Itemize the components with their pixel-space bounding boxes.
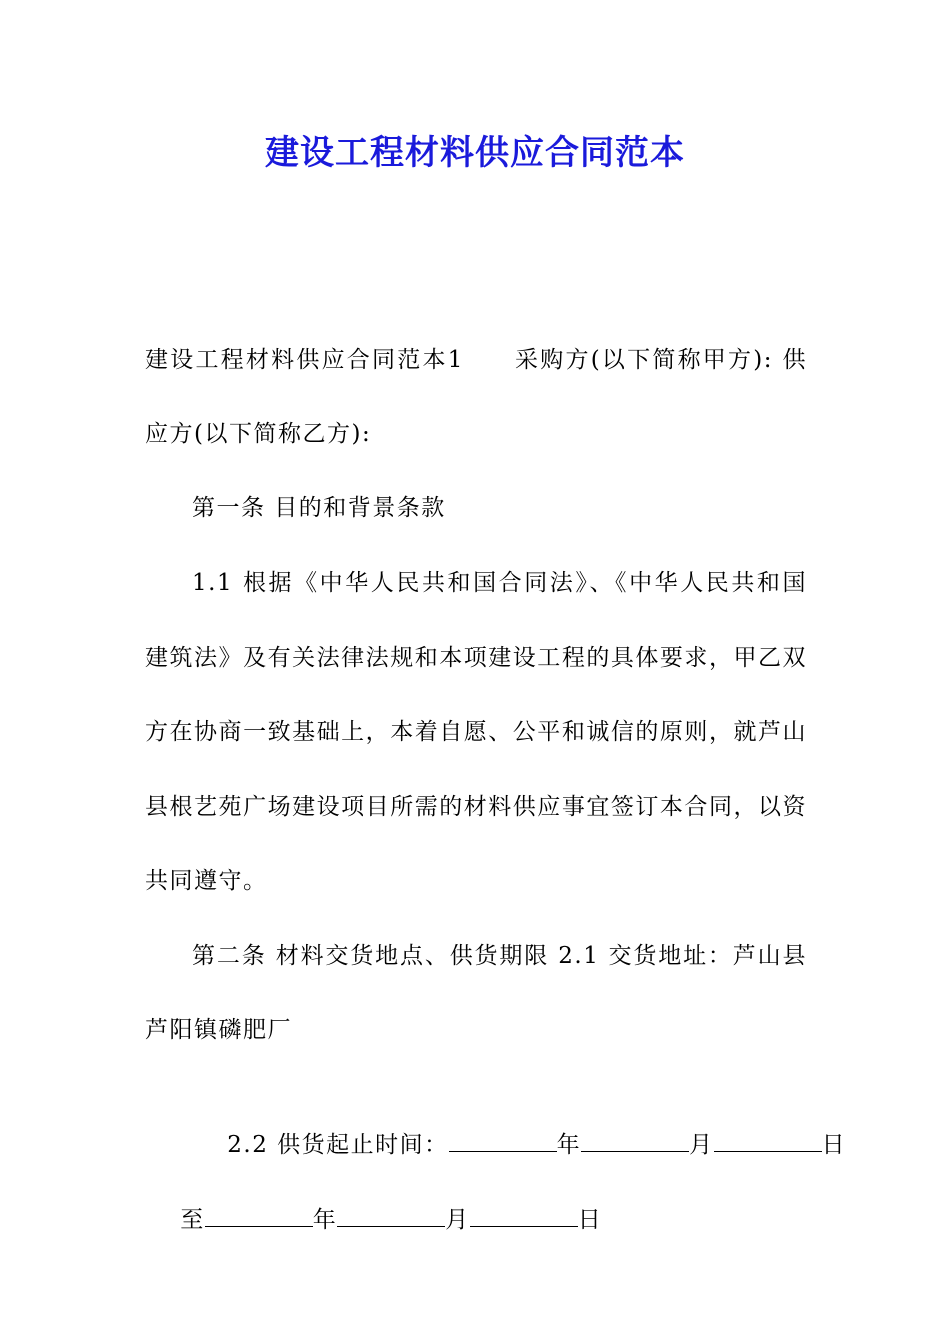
month-label: 月 [689, 1132, 714, 1158]
year-label: 年 [556, 1132, 582, 1158]
end-day-blank [470, 1208, 578, 1227]
section-heading: 第二条 材料交货地点、供货期限 2.1 交货地址：芦山县 [192, 943, 807, 969]
paragraph-line: 县根艺苑广场建设项目所需的材料供应事宜签订本合同，以资 [145, 794, 807, 820]
paragraph-line: 共同遵守。 [145, 868, 268, 894]
day-label: 日 [821, 1132, 847, 1158]
month-label: 月 [445, 1207, 470, 1233]
day-label: 日 [577, 1207, 603, 1233]
start-day-blank [714, 1133, 822, 1152]
supply-period-label: 2.2 供货起止时间： [227, 1132, 449, 1158]
year-label: 年 [312, 1207, 338, 1233]
start-year-blank [449, 1133, 557, 1152]
section-heading: 第一条 目的和背景条款 [192, 495, 446, 521]
end-month-blank [337, 1208, 445, 1227]
paragraph-line: 1.1 根据《中华人民共和国合同法》、《中华人民共和国 [192, 570, 807, 596]
start-month-blank [581, 1133, 689, 1152]
paragraph-line: 应方(以下简称乙方): [145, 421, 372, 447]
end-year-blank [205, 1208, 313, 1227]
paragraph-line: 建设工程材料供应合同范本1 采购方(以下简称甲方): 供 [145, 347, 807, 373]
to-label: 至 [180, 1207, 205, 1233]
paragraph-line: 方在协商一致基础上，本着自愿、公平和诚信的原则，就芦山 [145, 719, 807, 745]
paragraph-line: 芦阳镇磷肥厂 [145, 1017, 292, 1043]
supply-period-end-line [145, 1160, 602, 1280]
document-title: 建设工程材料供应合同范本 [265, 133, 685, 173]
paragraph-line: 建筑法》及有关法律法规和本项建设工程的具体要求，甲乙双 [145, 645, 807, 671]
